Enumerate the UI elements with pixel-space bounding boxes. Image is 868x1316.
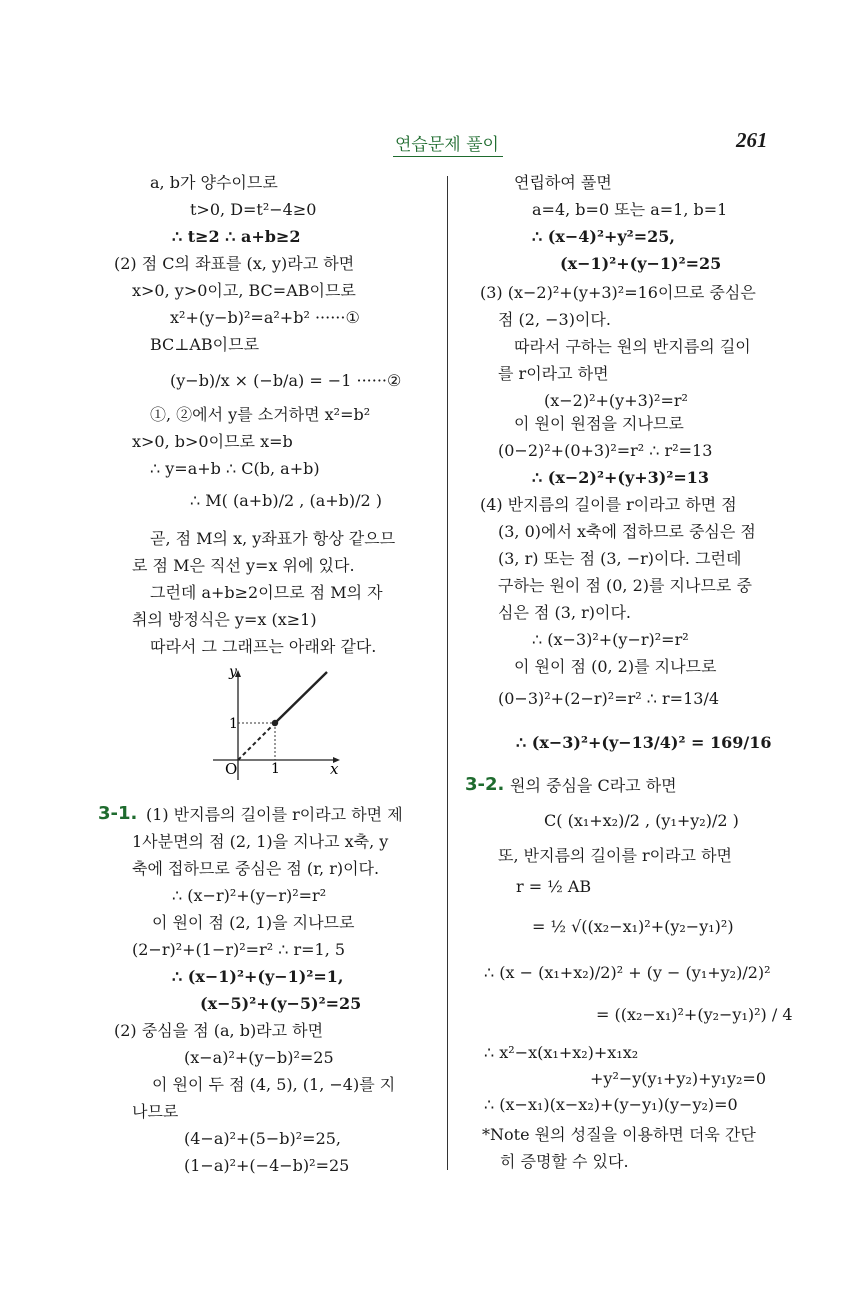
text-line: *Note 원의 성질을 이용하면 더욱 간단 (482, 1125, 756, 1144)
text-line: ∴ (x−4)²+y²=25, (532, 227, 675, 246)
text-line: 구하는 원이 점 (0, 2)를 지나므로 중 (498, 576, 752, 595)
x-axis-label: x (330, 760, 339, 778)
text-line: C( (x₁+x₂)/2 , (y₁+y₂)/2 ) (544, 811, 739, 830)
text-line: (3, 0)에서 x축에 접하므로 중심은 점 (498, 522, 756, 541)
text-line: r = ½ AB (516, 877, 592, 896)
page-header-title: 연습문제 풀이 (393, 130, 503, 157)
text-line: ∴ (x−3)²+(y−13/4)² = 169/16 (516, 733, 772, 752)
text-line: 점 (2, −3)이다. (498, 310, 611, 329)
text-line: t>0, D=t²−4≥0 (190, 200, 317, 219)
text-line: 로 점 M은 직선 y=x 위에 있다. (132, 556, 355, 575)
text-line: 이 원이 점 (0, 2)를 지나므로 (514, 657, 717, 676)
y-axis-label: y (229, 664, 237, 680)
text-line: (0−2)²+(0+3)²=r² ∴ r²=13 (498, 441, 713, 460)
text-line: (y−b)/x × (−b/a) = −1 ······② (170, 371, 402, 390)
text-line: (x−1)²+(y−1)²=25 (560, 254, 722, 273)
text-line: = ((x₂−x₁)²+(y₂−y₁)²) / 4 (596, 1005, 793, 1024)
text-line: 심은 점 (3, r)이다. (498, 603, 632, 622)
text-line: 이 원이 두 점 (4, 5), (1, −4)를 지 (152, 1075, 396, 1094)
text-line: = ½ √((x₂−x₁)²+(y₂−y₁)²) (532, 917, 734, 936)
text-line: 히 증명할 수 있다. (500, 1152, 629, 1171)
text-line: 그런데 a+b≥2이므로 점 M의 자 (150, 583, 383, 602)
text-line: a=4, b=0 또는 a=1, b=1 (532, 200, 728, 219)
text-line: ∴ M( (a+b)/2 , (a+b)/2 ) (190, 491, 383, 510)
text-line: 취의 방정식은 y=x (x≥1) (132, 610, 317, 629)
text-line: 이 원이 점 (2, 1)을 지나므로 (152, 913, 355, 932)
text-line: (1−a)²+(−4−b)²=25 (184, 1156, 350, 1175)
text-line: ∴ (x−3)²+(y−r)²=r² (532, 630, 689, 649)
text-line: a, b가 양수이므로 (150, 173, 278, 192)
section-number-3-1: 3-1. (98, 803, 138, 824)
origin-label: O (225, 760, 238, 778)
column-divider (447, 176, 448, 1170)
text-line: (x−5)²+(y−5)²=25 (200, 994, 362, 1013)
text-line: 축에 접하므로 중심은 점 (r, r)이다. (132, 859, 380, 878)
section-number-3-2: 3-2. (465, 774, 505, 795)
text-line: (1) 반지름의 길이를 r이라고 하면 제 (146, 805, 403, 824)
text-line: ∴ (x−x₁)(x−x₂)+(y−y₁)(y−y₂)=0 (484, 1095, 738, 1114)
locus-graph (205, 662, 355, 782)
text-line: 따라서 구하는 원의 반지름의 길이 (514, 337, 751, 356)
text-line: (2−r)²+(1−r)²=r² ∴ r=1, 5 (132, 940, 346, 959)
text-line: (3, r) 또는 점 (3, −r)이다. 그런데 (498, 549, 742, 568)
text-line: 원의 중심을 C라고 하면 (510, 776, 677, 795)
text-line: (2) 점 C의 좌표를 (x, y)라고 하면 (114, 254, 355, 273)
text-line: (2) 중심을 점 (a, b)라고 하면 (114, 1021, 324, 1040)
x-tick-label: 1 (271, 761, 280, 777)
text-line: 를 r이라고 하면 (498, 364, 609, 383)
text-line: ∴ (x−1)²+(y−1)²=1, (172, 967, 344, 986)
text-line: ∴ (x−2)²+(y+3)²=13 (532, 468, 710, 487)
text-line: (4−a)²+(5−b)²=25, (184, 1129, 342, 1148)
text-line: (4) 반지름의 길이를 r이라고 하면 점 (480, 495, 737, 514)
text-line: 따라서 그 그래프는 아래와 같다. (150, 637, 377, 656)
text-line: 이 원이 원점을 지나므로 (514, 414, 684, 433)
text-line: (x−2)²+(y+3)²=r² (544, 391, 688, 410)
text-line: ∴ x²−x(x₁+x₂)+x₁x₂ (484, 1043, 639, 1062)
text-line: x²+(y−b)²=a²+b² ······① (170, 308, 360, 327)
start-point (272, 720, 278, 726)
text-line: 연립하여 풀면 (514, 173, 612, 192)
text-line: x>0, y>0이고, BC=AB이므로 (132, 281, 356, 300)
text-line: 또, 반지름의 길이를 r이라고 하면 (498, 846, 733, 865)
locus-ray (275, 672, 327, 723)
text-line: 곧, 점 M의 x, y좌표가 항상 같으므 (150, 529, 396, 548)
excluded-segment (238, 723, 275, 760)
text-line: (3) (x−2)²+(y+3)²=16이므로 중심은 (480, 283, 756, 302)
text-line: ∴ t≥2 ∴ a+b≥2 (172, 227, 301, 246)
y-tick-label: 1 (229, 716, 238, 732)
text-line: ∴ (x−r)²+(y−r)²=r² (172, 886, 327, 905)
text-line: +y²−y(y₁+y₂)+y₁y₂=0 (590, 1069, 766, 1088)
text-line: 나므로 (132, 1102, 179, 1121)
text-line: BC⊥AB이므로 (150, 335, 260, 354)
text-line: ∴ y=a+b ∴ C(b, a+b) (150, 459, 320, 478)
text-line: (x−a)²+(y−b)²=25 (184, 1048, 334, 1067)
text-line: x>0, b>0이므로 x=b (132, 432, 293, 451)
page-number: 261 (736, 128, 768, 152)
text-line: (0−3)²+(2−r)²=r² ∴ r=13/4 (498, 689, 720, 708)
text-line: 1사분면의 점 (2, 1)을 지나고 x축, y (132, 832, 389, 851)
text-line: ①, ②에서 y를 소거하면 x²=b² (150, 405, 371, 424)
text-line: ∴ (x − (x₁+x₂)/2)² + (y − (y₁+y₂)/2)² (484, 963, 771, 982)
